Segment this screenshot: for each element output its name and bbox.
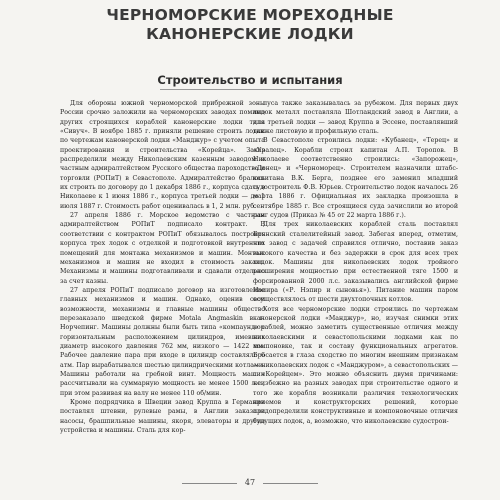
page-footer: [0, 478, 500, 487]
paragraph: Кроме подрядчика в Швеции завод Круппа в Германии поставлял штевни, рулевые рамы, в Англии заказали насосы, брашпильные машины, якоря, элеваторы и другие устройства и машины. Сталь для кор-: [60, 399, 265, 435]
paragraph: 27 апреля РОПиТ подписало договор на изготовление главных механизмов и машин. Однако, оценив свои возможности, механизмы и главные машины общество перезаказало шведской фирме Motala Angmaskin в г. Норчепинг. Машины должны были быть типа «компаунд» с горизонтальным расположением цилиндров, имевших диаметр высокого давления 762 мм, низкого — 1422 мм. Рабочее давление пара при входе в цилиндр составляло 6 атм. Пар вырабатывался шестью цилиндрическими котлами. Машины работали на гребной винт. Мощность машин рассчитывали на суммарную мощность не менее 1500 л.с., при этом развивая на валу не менее 110 об/мин.: [60, 286, 265, 397]
paragraph: Для обороны южной черноморской прибрежной зоны России срочно заложили на черноморских заводах помимо других строящихся кораблей канонерские лодки типа «Сивуч». В ноябре 1885 г. приняли решение строить лодки по чертежам канонерской лодки «Манджур» с учетом опыта проектирования и строительства «Корейца». Заказ распределили между Николаевским казенным заводом и частным адмиралтейством Русского общества пароходства и торговли (РОПиТ) в Севастополе. Адмиралтейство бралось их строить по договору до 1 декабря 1886 г., корпуса сдать в Николаеве к 1 июня 1886 г., корпуса третьей лодки — до 1 июля 1887 г. Стоимость работ оценивалась в 1, 2 млн. руб.: [60, 100, 265, 210]
page-number: 47: [244, 478, 256, 487]
left-text-column: [60, 99, 265, 469]
paragraph: В Севастополе строились лодки: «Кубанец», «Терец» и «Уралец». Корабли строил капитан А.П. Торопов. В Николаеве соответственно строились: «Запорожец», «Донец» и «Черноморец». Строителем назначили штабс-капитана В.К. Берга, позднее его заменил младший судостроитель Ф.В. Юрьев. Строительство лодок началось 26 марта 1886 г. Официальная их закладка произошла в сентябре 1885 г. Все строящиеся суда зачислили во второй ранг судов (Приказ № 45 от 22 марта 1886 г.).: [253, 137, 458, 220]
paragraph: Для трех николаевских кораблей сталь поставлял Брянский сталелитейный завод. Забегая вперед, отметим, что завод с задачей справился отлично, поставив заказ высокого качества и без задержки в срок для всех трех лодок. Машины для николаевских лодок тройного расширения мощностью при естественной тяге 1500 и форсированной 2000 л.с. заказывались английской фирме Нэпира («Р. Нэпир и сыновья»). Питание машин паром осуществлялось от шести двухтопочных котлов.: [253, 221, 458, 304]
paragraph: пуса также заказывалась за рубежом. Для первых двух лодок металл поставляла Шотландский завод в Англии, а для третьей лодки — завод Круппа в Эссене, поставлявший также листовую и профильную сталь.: [253, 100, 458, 136]
subtitle-divider: [160, 89, 340, 90]
paragraph: 27 апреля 1886 г. Морское ведомство с частным адмиралтейством РОПиТ подписало контракт. В соответствии с контрактом РОПиТ обязывалось построить корпуса трех лодок с отделкой и подготовкой внутренних помещений для монтажа механизмов и машин. Монтаж механизмов и машин не входил в стоимость заказа. Механизмы и машины подготавливали и сдавали отдельно за счет казны.: [60, 212, 265, 285]
title-line-1: ЧЕРНОМОРСКИЕ МОРЕХОДНЫЕ: [106, 6, 394, 24]
footer-rule-left: [182, 483, 237, 484]
right-text-column: [253, 99, 458, 469]
section-subtitle: Строительство и испытания: [157, 73, 343, 87]
footer-rule-right: [263, 483, 318, 484]
title-line-2: КАНОНЕРСКИЕ ЛОДКИ: [146, 25, 354, 43]
page-title: [0, 6, 500, 44]
paragraph: Хотя все черноморские лодки строились по чертежам канонерской лодки «Манджур», но, изучая снимки этих кораблей, можно заметить существенные отличия между николаевскими и севастопольскими лодками как по компоновке, так и составу функциональных агрегатов. Бросается в глаза сходство по многим внешним признакам — николаевских лодок с «Манджуром», а севастопольских — с «Корейцем». Это можно объяснить двумя причинами: неизбежно на разных заводах при строительстве одного и того же корабля возникали различия технологических приемов и конструкторских решений, которые предопределили конструктивные и компоновочные отличия будущих лодок, а, возможно, что николаевские судострои-: [253, 305, 458, 425]
